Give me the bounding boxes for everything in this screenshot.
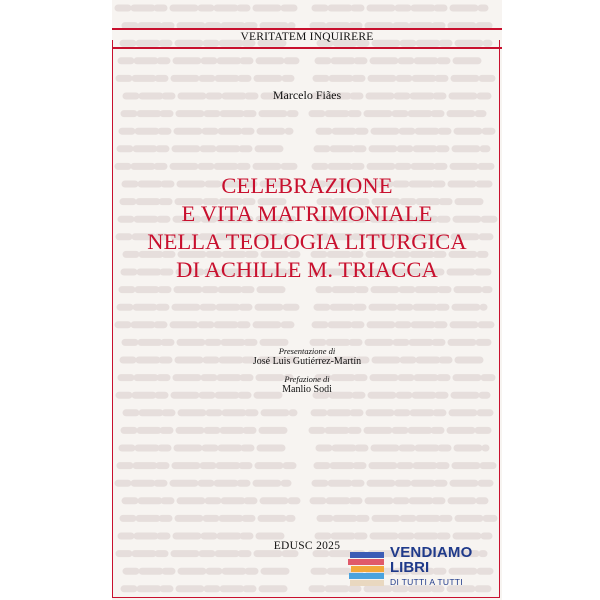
badge-line-1: VENDIAMO [390,544,473,561]
presentation-name: José Luis Gutiérrez-Martín [252,356,362,367]
title-line-2: E VITA MATRIMONIALE [181,201,433,226]
preface-label: Prefazione di [284,374,330,384]
cover-frame [112,40,500,598]
title-line-1: CELEBRAZIONE [221,173,393,198]
series-title: VERITATEM INQUIRERE [240,31,374,43]
presentation-label: Presentazione di [278,346,336,356]
title-line-4: DI ACHILLE M. TRIACCA [176,257,438,282]
book-title [112,172,502,284]
book-cover [112,0,502,600]
series-rule [112,47,502,49]
publisher-year: EDUSC 2025 [273,540,341,552]
badge-tagline: DI TUTTI A TUTTI [390,577,463,587]
top-rule [112,28,502,30]
author-name: Marcelo Fiães [272,88,342,102]
badge-line-2: LIBRI [390,559,430,576]
vendiamo-libri-badge [348,545,494,591]
title-line-3: NELLA TEOLOGIA LITURGICA [147,229,467,254]
books-stack-icon [348,548,388,588]
preface-name: Manlio Sodi [282,384,332,395]
